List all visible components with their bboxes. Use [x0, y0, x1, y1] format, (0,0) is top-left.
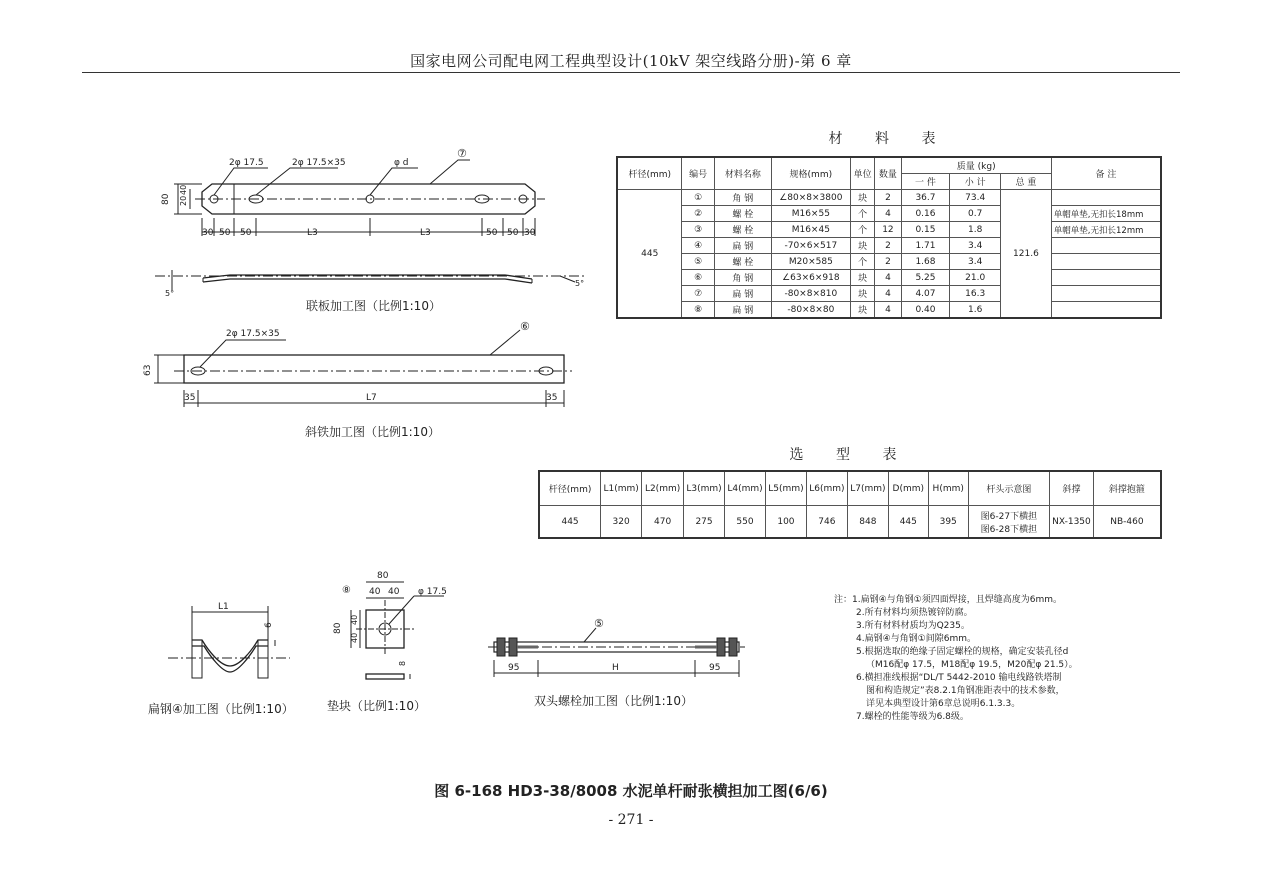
- table-row: [617, 302, 1161, 319]
- mass-each-cell: 0.15: [901, 222, 950, 238]
- selection-cell: NB-460: [1093, 506, 1161, 539]
- remark-cell: 单帽单垫,无扣长18mm: [1051, 206, 1161, 222]
- name-cell: 螺 栓: [714, 222, 771, 238]
- no-cell: ⑧: [682, 302, 714, 319]
- liban-part-number: ⑦: [457, 147, 467, 160]
- diankuai-width-40a: 40: [369, 587, 381, 597]
- selection-header-cell: 杆头示意图: [968, 471, 1049, 506]
- note-item: 图和构造规定”表8.2.1角钢准距表中的技术参数，: [866, 686, 1065, 696]
- mass-sub-cell: 21.0: [950, 270, 1001, 286]
- liban-hole-label-2: 2φ 17.5×35: [292, 158, 346, 168]
- liban-hole-label-3: φ d: [394, 158, 409, 168]
- shuangtou-caption: 双头螺栓加工图（比例1:10）: [534, 694, 693, 708]
- mass-sub-cell: 0.7: [950, 206, 1001, 222]
- shuangtou-labels: [508, 617, 720, 708]
- liban-height-40: 40: [179, 184, 188, 195]
- header-pole-dia: 杆径(mm): [617, 157, 682, 190]
- qty-cell: 4: [875, 286, 901, 302]
- liban-dim-8: 30: [524, 228, 536, 238]
- selection-cell: 445: [539, 506, 601, 539]
- selection-cell: 550: [725, 506, 766, 539]
- spec-cell: M16×45: [771, 222, 850, 238]
- biangang-labels: [148, 602, 294, 716]
- spec-cell: -80×8×810: [771, 286, 850, 302]
- mass-each-cell: 36.7: [901, 190, 950, 206]
- selection-cell: 848: [847, 506, 888, 539]
- name-cell: 螺 栓: [714, 206, 771, 222]
- selection-header-cell: H(mm): [928, 471, 968, 506]
- diankuai-height-40a: 40: [350, 614, 359, 625]
- xietie-dim-right: 35: [546, 393, 558, 403]
- note-item: （M16配φ 17.5，M18配φ 19.5，M20配φ 21.5）。: [866, 660, 1078, 670]
- mass-each-cell: 1.71: [901, 238, 950, 254]
- table-row: [617, 190, 1161, 206]
- materials-table: [616, 156, 1162, 319]
- xietie-dim-left: 35: [184, 393, 196, 403]
- qty-cell: 4: [875, 270, 901, 286]
- liban-dim-6: 50: [486, 228, 498, 238]
- diagram-ref: 图6-28下横担: [980, 524, 1038, 535]
- note-item: 7.螺栓的性能等级为6.8级。: [856, 712, 969, 722]
- diankuai-caption: 垫块（比例1:10）: [327, 699, 426, 713]
- materials-table-title: 材 料 表: [828, 131, 950, 147]
- selection-cell: NX-1350: [1050, 506, 1094, 539]
- liban-dim-7: 50: [507, 228, 519, 238]
- selection-cell: 395: [928, 506, 968, 539]
- header-qty: 数量: [875, 157, 901, 190]
- unit-cell: 个: [850, 254, 874, 270]
- liban-dim-2: 50: [219, 228, 231, 238]
- table-row: [617, 238, 1161, 254]
- spec-cell: -80×8×80: [771, 302, 850, 319]
- unit-cell: 个: [850, 222, 874, 238]
- selection-data-row: [539, 506, 1161, 539]
- remark-cell: [1051, 270, 1161, 286]
- liban-dim-5: L3: [420, 228, 431, 238]
- qty-cell: 4: [875, 206, 901, 222]
- header-unit: 单位: [850, 157, 874, 190]
- qty-cell: 2: [875, 190, 901, 206]
- name-cell: 角 钢: [714, 190, 771, 206]
- liban-height-80: 80: [161, 193, 171, 205]
- table-row: [617, 206, 1161, 222]
- header-mass-each: 一 件: [901, 174, 950, 190]
- spec-cell: M20×585: [771, 254, 850, 270]
- liban-dim-1: 30: [202, 228, 214, 238]
- no-cell: ④: [682, 238, 714, 254]
- name-cell: 扁 钢: [714, 286, 771, 302]
- liban-angle-left: 5°: [165, 289, 175, 298]
- selection-cell: 275: [684, 506, 725, 539]
- mass-each-cell: 5.25: [901, 270, 950, 286]
- xietie-hole-label: 2φ 17.5×35: [226, 329, 280, 339]
- remark-cell: [1051, 190, 1161, 206]
- selection-header-cell: 杆径(mm): [539, 471, 601, 506]
- note-item: 2.所有材料均须热镀锌防腐。: [856, 608, 973, 618]
- liban-dim-4: L3: [307, 228, 318, 238]
- header-mass-sub: 小 计: [950, 174, 1001, 190]
- biangang-caption: 扁钢④加工图（比例1:10）: [148, 702, 294, 716]
- header-no: 编号: [682, 157, 714, 190]
- name-cell: 扁 钢: [714, 238, 771, 254]
- figure-caption: 图 6-168 HD3-38/8008 水泥单杆耐张横担加工图(6/6): [434, 782, 828, 800]
- header-spec: 规格(mm): [771, 157, 850, 190]
- xietie-drawing: [154, 330, 572, 407]
- selection-header-cell: 斜撑抱箍: [1093, 471, 1161, 506]
- note-item: 6.横担准线根据“DL/T 5442-2010 输电线路铁塔制: [856, 673, 1062, 683]
- notes-block: [834, 594, 1078, 724]
- selection-cell: 100: [765, 506, 806, 539]
- total-weight-cell: 121.6: [1001, 190, 1052, 319]
- mass-sub-cell: 16.3: [950, 286, 1001, 302]
- xietie-labels: [143, 320, 557, 439]
- liban-angle-right: 5°: [575, 279, 585, 288]
- no-cell: ③: [682, 222, 714, 238]
- table-row: [617, 270, 1161, 286]
- xietie-height-63: 63: [143, 364, 153, 376]
- biangang-h6: 6: [264, 622, 274, 628]
- qty-cell: 4: [875, 302, 901, 319]
- unit-cell: 块: [850, 302, 874, 319]
- no-cell: ⑥: [682, 270, 714, 286]
- diankuai-width-40b: 40: [388, 587, 400, 597]
- diagram-ref: 图6-27下横担: [980, 511, 1038, 522]
- qty-cell: 2: [875, 238, 901, 254]
- note-item: 注：1.扁钢④与角钢①须四面焊接，且焊缝高度为6mm。: [834, 595, 1063, 605]
- liban-dim-3: 50: [240, 228, 252, 238]
- selection-header-cell: L5(mm): [765, 471, 806, 506]
- name-cell: 螺 栓: [714, 254, 771, 270]
- name-cell: 扁 钢: [714, 302, 771, 319]
- selection-header-cell: D(mm): [888, 471, 928, 506]
- no-cell: ⑤: [682, 254, 714, 270]
- mass-each-cell: 1.68: [901, 254, 950, 270]
- unit-cell: 块: [850, 238, 874, 254]
- spec-cell: ∠80×8×3800: [771, 190, 850, 206]
- mass-sub-cell: 73.4: [950, 190, 1001, 206]
- remark-cell: [1051, 302, 1161, 319]
- selection-header-cell: 斜撑: [1050, 471, 1094, 506]
- no-cell: ⑦: [682, 286, 714, 302]
- liban-drawing: [155, 160, 585, 290]
- diankuai-part-number: ⑧: [342, 585, 351, 596]
- table-row: [617, 254, 1161, 270]
- biangang-drawing: [168, 606, 290, 678]
- selection-table: [538, 470, 1162, 539]
- unit-cell: 块: [850, 270, 874, 286]
- diankuai-thickness-8: 8: [398, 660, 407, 666]
- selection-cell: 746: [806, 506, 847, 539]
- diankuai-height-80: 80: [333, 622, 343, 634]
- liban-hole-label-1: 2φ 17.5: [229, 158, 264, 168]
- header-mass-total: 总 重: [1001, 174, 1052, 190]
- selection-cell: [968, 506, 1049, 539]
- selection-header-cell: L4(mm): [725, 471, 766, 506]
- selection-header-cell: L3(mm): [684, 471, 725, 506]
- no-cell: ①: [682, 190, 714, 206]
- table-row: [617, 222, 1161, 238]
- remark-cell: [1051, 254, 1161, 270]
- xietie-dim-mid: L7: [366, 393, 377, 403]
- liban-caption: 联板加工图（比例1:10）: [306, 299, 441, 313]
- diankuai-width-80: 80: [377, 571, 389, 581]
- mass-each-cell: 0.40: [901, 302, 950, 319]
- table-row: [617, 286, 1161, 302]
- shuangtou-dim-right: 95: [709, 663, 721, 673]
- diankuai-height-40b: 40: [350, 632, 359, 643]
- selection-header-cell: L6(mm): [806, 471, 847, 506]
- shuangtou-part-number: ⑤: [594, 617, 604, 630]
- note-item: 4.扁钢④与角钢①间隙6mm。: [856, 634, 976, 644]
- qty-cell: 2: [875, 254, 901, 270]
- mass-each-cell: 0.16: [901, 206, 950, 222]
- mass-each-cell: 4.07: [901, 286, 950, 302]
- spec-cell: -70×6×517: [771, 238, 850, 254]
- selection-header-cell: L2(mm): [642, 471, 684, 506]
- spec-cell: ∠63×6×918: [771, 270, 850, 286]
- selection-header-cell: L7(mm): [847, 471, 888, 506]
- remark-cell: [1051, 238, 1161, 254]
- mass-sub-cell: 1.8: [950, 222, 1001, 238]
- qty-cell: 12: [875, 222, 901, 238]
- selection-header-row: [539, 471, 1161, 506]
- selection-table-title: 选 型 表: [789, 447, 911, 463]
- header-remark: 备 注: [1051, 157, 1161, 190]
- remark-cell: 单帽单垫,无扣长12mm: [1051, 222, 1161, 238]
- name-cell: 角 钢: [714, 270, 771, 286]
- selection-header-cell: L1(mm): [601, 471, 642, 506]
- page-number: - 271 -: [608, 812, 654, 828]
- selection-cell: 320: [601, 506, 642, 539]
- liban-height-20: 20: [179, 195, 188, 206]
- spec-cell: M16×55: [771, 206, 850, 222]
- header-name: 材料名称: [714, 157, 771, 190]
- selection-cell: 445: [888, 506, 928, 539]
- diankuai-labels: [327, 571, 447, 713]
- note-item: 3.所有材料材质均为Q235。: [856, 621, 970, 631]
- unit-cell: 个: [850, 206, 874, 222]
- pole-dia-cell: 445: [617, 190, 682, 319]
- xietie-part-number: ⑥: [520, 320, 530, 333]
- note-item: 5.根据选取的绝缘子固定螺栓的规格，确定安装孔径d: [856, 647, 1069, 657]
- unit-cell: 块: [850, 286, 874, 302]
- mass-sub-cell: 1.6: [950, 302, 1001, 319]
- shuangtou-dim-mid: H: [612, 663, 619, 673]
- liban-labels: [161, 147, 584, 313]
- xietie-caption: 斜铁加工图（比例1:10）: [305, 425, 440, 439]
- selection-cell: 470: [642, 506, 684, 539]
- note-item: 详见本典型设计第6章总说明6.1.3.3。: [866, 699, 1021, 709]
- header-mass: 质量 (kg): [901, 157, 1051, 174]
- shuangtou-dim-left: 95: [508, 663, 520, 673]
- page-header-title: 国家电网公司配电网工程典型设计(10kV 架空线路分册)-第 6 章: [410, 52, 852, 70]
- materials-header-row: [617, 157, 1161, 174]
- no-cell: ②: [682, 206, 714, 222]
- mass-sub-cell: 3.4: [950, 254, 1001, 270]
- unit-cell: 块: [850, 190, 874, 206]
- mass-sub-cell: 3.4: [950, 238, 1001, 254]
- diankuai-hole: φ 17.5: [418, 587, 447, 597]
- biangang-l1: L1: [218, 602, 229, 612]
- remark-cell: [1051, 286, 1161, 302]
- notes-prefix: 注：: [834, 595, 853, 605]
